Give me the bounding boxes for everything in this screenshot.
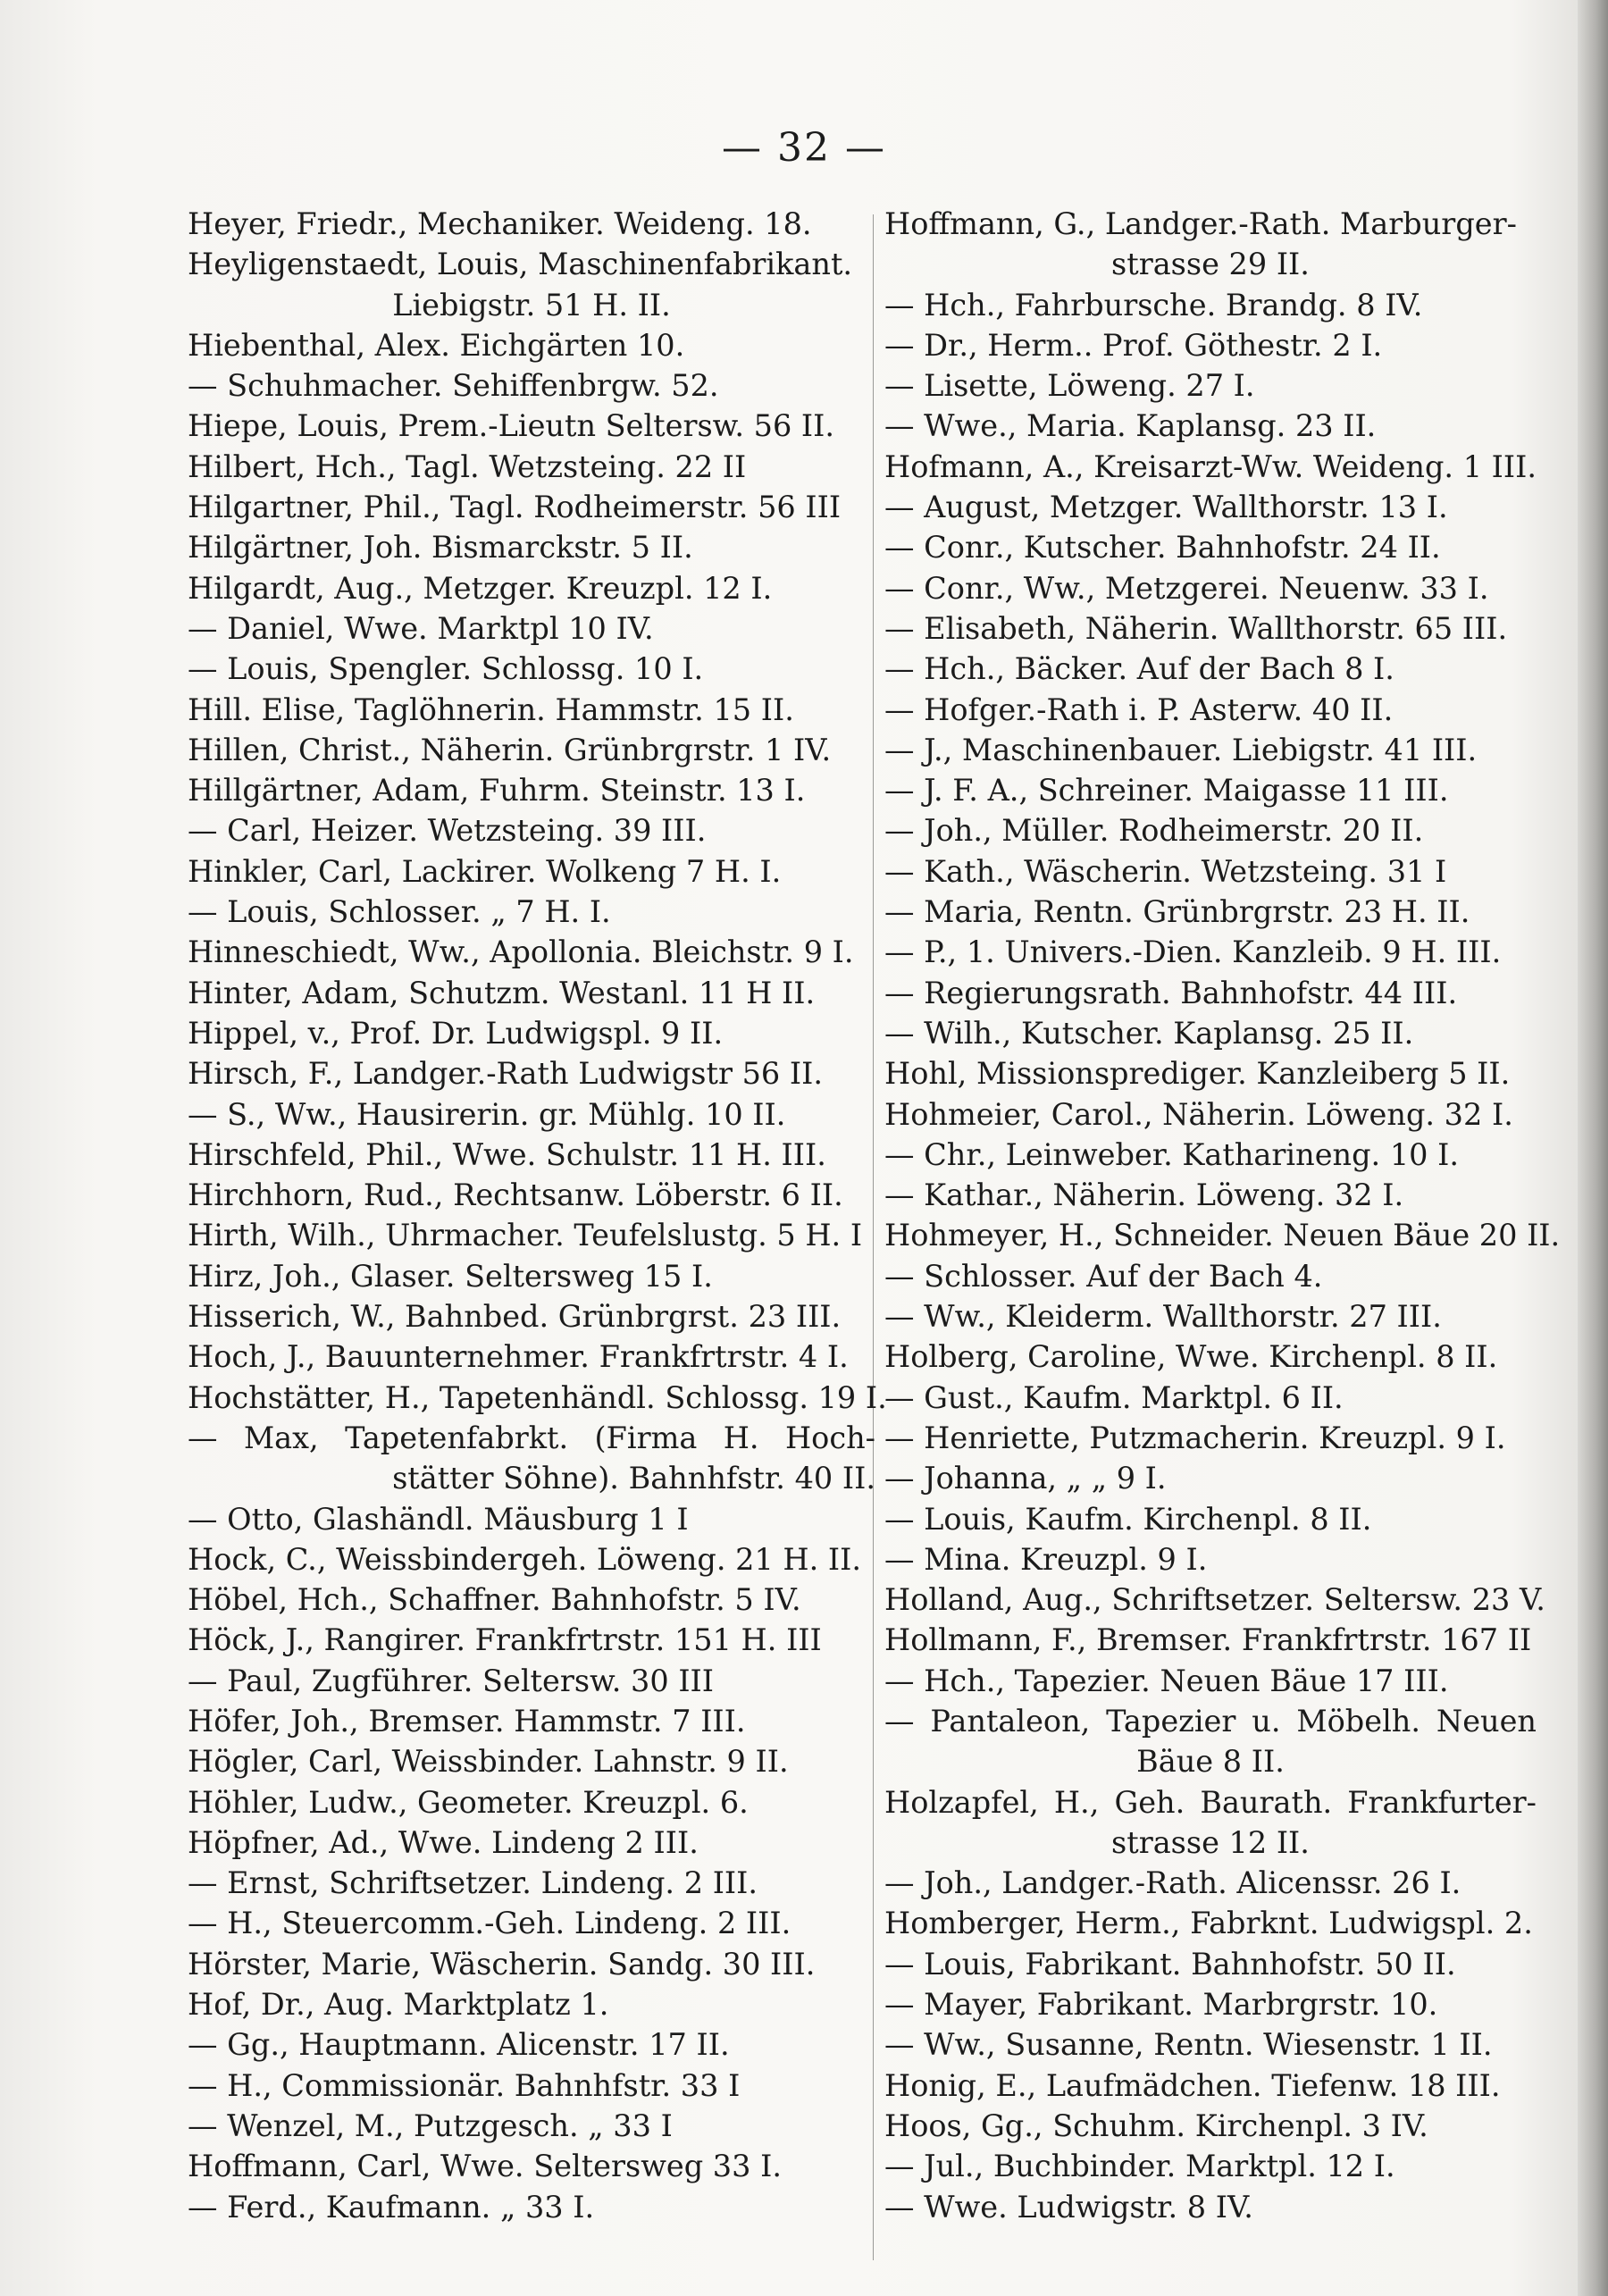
directory-entry: strasse 29 II. (1111, 247, 1310, 282)
directory-entry: — P., 1. Univers.-Dien. Kanzleib. 9 H. III. (884, 934, 1502, 970)
directory-entry: Höhler, Ludw., Geometer. Kreuzpl. 6. (188, 1784, 749, 1820)
directory-entry: — Schlosser. Auf der Bach 4. (884, 1258, 1323, 1294)
directory-entry: — Joh., Müller. Rodheimerstr. 20 II. (884, 813, 1424, 849)
directory-entry: — Maria, Rentn. Grünbrgrstr. 23 H. II. (884, 894, 1470, 930)
directory-entry: — Hch., Tapezier. Neuen Bäue 17 III. (884, 1663, 1449, 1698)
directory-entry: — August, Metzger. Wallthorstr. 13 I. (884, 490, 1448, 525)
directory-entry: Hirschfeld, Phil., Wwe. Schulstr. 11 H. III. (188, 1136, 826, 1172)
directory-entry: Höpfner, Ad., Wwe. Lindeng 2 III. (188, 1824, 699, 1860)
directory-entry: strasse 12 II. (1111, 1824, 1310, 1860)
directory-entry: — Jul., Buchbinder. Marktpl. 12 I. (884, 2149, 1395, 2184)
directory-entry: Heyligenstaedt, Louis, Maschinenfabrikant. (188, 247, 853, 282)
directory-entry: — J. F. A., Schreiner. Maigasse 11 III. (884, 773, 1449, 809)
directory-entry: Holberg, Caroline, Wwe. Kirchenpl. 8 II. (884, 1339, 1498, 1375)
directory-entry: — Kath., Wäscherin. Wetzsteing. 31 I (884, 853, 1447, 889)
directory-entry: — Carl, Heizer. Wetzsteing. 39 III. (188, 813, 707, 849)
directory-entry: stätter Söhne). Bahnhfstr. 40 II. (392, 1461, 875, 1496)
directory-entry: — Chr., Leinweber. Katharineng. 10 I. (884, 1136, 1460, 1172)
directory-entry: Hock, C., Weissbindergeh. Löweng. 21 H. II. (188, 1541, 862, 1577)
directory-entry: Hoch, J., Bauunternehmer. Frankfrtrstr. 4 I. (188, 1339, 849, 1375)
directory-entry: Hof, Dr., Aug. Marktplatz 1. (188, 1987, 609, 2023)
directory-entry: Hoos, Gg., Schuhm. Kirchenpl. 3 IV. (884, 2107, 1428, 2143)
page-number: — 32 — (722, 125, 886, 171)
directory-entry: — Louis, Schlosser. „ 7 H. I. (188, 894, 611, 930)
directory-entry: Höfer, Joh., Bremser. Hammstr. 7 III. (188, 1703, 746, 1739)
directory-entry: — Elisabeth, Näherin. Wallthorstr. 65 III. (884, 610, 1508, 646)
directory-entry: — Hch., Bäcker. Auf der Bach 8 I. (884, 651, 1394, 687)
directory-entry: — Johanna, „ „ 9 I. (884, 1461, 1167, 1496)
directory-entry: — Paul, Zugführer. Seltersw. 30 III (188, 1663, 715, 1698)
directory-entry: — Wwe. Ludwigstr. 8 IV. (884, 2189, 1253, 2225)
directory-entry: — Lisette, Löweng. 27 I. (884, 368, 1255, 404)
directory-entry: — Ww., Kleiderm. Wallthorstr. 27 III. (884, 1299, 1442, 1335)
directory-entry: — Louis, Kaufm. Kirchenpl. 8 II. (884, 1501, 1372, 1537)
directory-entry: Hohmeier, Carol., Näherin. Löweng. 32 I. (884, 1096, 1513, 1132)
directory-entry: — Hch., Fahrbursche. Brandg. 8 IV. (884, 287, 1423, 323)
directory-entry: Hillen, Christ., Näherin. Grünbrgrstr. 1 IV. (188, 732, 832, 767)
directory-entry: Heyer, Friedr., Mechaniker. Weideng. 18. (188, 206, 812, 241)
directory-entry: Hörster, Marie, Wäscherin. Sandg. 30 III. (188, 1946, 816, 1982)
directory-entry: Hirsch, F., Landger.-Rath Ludwigstr 56 II. (188, 1056, 824, 1092)
directory-entry: — Wwe., Maria. Kaplansg. 23 II. (884, 408, 1377, 444)
directory-entry: — S., Ww., Hausirerin. gr. Mühlg. 10 II. (188, 1096, 786, 1132)
directory-entry: — Kathar., Näherin. Löweng. 32 I. (884, 1177, 1404, 1213)
directory-entry: Hohmeyer, H., Schneider. Neuen Bäue 20 II. (884, 1218, 1561, 1253)
directory-entry: Hollmann, F., Bremser. Frankfrtrstr. 167 II (884, 1622, 1532, 1658)
directory-entry: Hiepe, Louis, Prem.-Lieutn Seltersw. 56 II. (188, 408, 835, 444)
directory-entry: Hill. Elise, Taglöhnerin. Hammstr. 15 II. (188, 691, 794, 727)
directory-entry: — Regierungsrath. Bahnhofstr. 44 III. (884, 975, 1458, 1010)
directory-entry: — Mina. Kreuzpl. 9 I. (884, 1541, 1208, 1577)
directory-entry: Högler, Carl, Weissbinder. Lahnstr. 9 II. (188, 1744, 789, 1780)
directory-entry: — Wenzel, M., Putzgesch. „ 33 I (188, 2107, 673, 2143)
directory-entry: — Conr., Kutscher. Bahnhofstr. 24 II. (884, 530, 1441, 566)
directory-entry: — H., Steuercomm.-Geh. Lindeng. 2 III. (188, 1906, 791, 1941)
directory-entry: Hippel, v., Prof. Dr. Ludwigspl. 9 II. (188, 1015, 724, 1051)
directory-entry: — Mayer, Fabrikant. Marbrgrstr. 10. (884, 1987, 1438, 2023)
directory-entry: Hirchhorn, Rud., Rechtsanw. Löberstr. 6 II. (188, 1177, 843, 1213)
directory-entry: Hilgartner, Phil., Tagl. Rodheimerstr. 56 III (188, 490, 842, 525)
directory-entry: Hirz, Joh., Glaser. Seltersweg 15 I. (188, 1258, 713, 1294)
directory-entry: Hohl, Missionsprediger. Kanzleiberg 5 II. (884, 1056, 1511, 1092)
directory-entry: Liebigstr. 51 H. II. (392, 287, 671, 323)
directory-entry: Hinter, Adam, Schutzm. Westanl. 11 H II. (188, 975, 816, 1010)
directory-entry: Hirth, Wilh., Uhrmacher. Teufelslustg. 5 H. I (188, 1218, 863, 1253)
directory-entry: — Ferd., Kaufmann. „ 33 I. (188, 2189, 595, 2225)
directory-entry: — Wilh., Kutscher. Kaplansg. 25 II. (884, 1015, 1414, 1051)
directory-entry: — Hofger.-Rath i. P. Asterw. 40 II. (884, 691, 1394, 727)
directory-entry: — H., Commissionär. Bahnhfstr. 33 I (188, 2067, 741, 2103)
directory-entry: — Henriette, Putzmacherin. Kreuzpl. 9 I. (884, 1420, 1506, 1455)
directory-entry: Hiebenthal, Alex. Eichgärten 10. (188, 327, 685, 363)
directory-entry: — Joh., Landger.-Rath. Alicenssr. 26 I. (884, 1865, 1461, 1901)
directory-entry: Hinneschiedt, Ww., Apollonia. Bleichstr. 9 I. (188, 934, 854, 970)
directory-entry: Hoffmann, G., Landger.-Rath. Marburger- (884, 206, 1517, 241)
directory-entry: — Conr., Ww., Metzgerei. Neuenw. 33 I. (884, 570, 1489, 606)
directory-entry: Höck, J., Rangirer. Frankfrtrstr. 151 H. III (188, 1622, 822, 1658)
directory-entry: Hilbert, Hch., Tagl. Wetzsteing. 22 II (188, 448, 747, 484)
directory-entry: — Max, Tapetenfabrkt. (Firma H. Hoch- (188, 1420, 875, 1455)
directory-entry: Hinkler, Carl, Lackirer. Wolkeng 7 H. I. (188, 853, 782, 889)
binding-edge (1578, 0, 1608, 2296)
directory-entry: Holzapfel, H., Geh. Baurath. Frankfurter- (884, 1784, 1537, 1820)
directory-entry: — J., Maschinenbauer. Liebigstr. 41 III. (884, 732, 1478, 767)
directory-entry: — Pantaleon, Tapezier u. Möbelh. Neuen (884, 1703, 1537, 1739)
directory-entry: Hofmann, A., Kreisarzt-Ww. Weideng. 1 III. (884, 448, 1537, 484)
directory-entry: — Gust., Kaufm. Marktpl. 6 II. (884, 1379, 1344, 1415)
directory-entry: Hillgärtner, Adam, Fuhrm. Steinstr. 13 I. (188, 773, 806, 809)
right-column (884, 204, 1561, 2227)
directory-entry: — Otto, Glashändl. Mäusburg 1 I (188, 1501, 689, 1537)
directory-entry: Hoffmann, Carl, Wwe. Seltersweg 33 I. (188, 2149, 782, 2184)
directory-entry: — Gg., Hauptmann. Alicenstr. 17 II. (188, 2027, 730, 2063)
directory-entry: Bäue 8 II. (1136, 1744, 1285, 1780)
directory-entry: Höbel, Hch., Schaffner. Bahnhofstr. 5 IV. (188, 1582, 801, 1618)
directory-entry: — Daniel, Wwe. Marktpl 10 IV. (188, 610, 654, 646)
directory-entry: Homberger, Herm., Fabrknt. Ludwigspl. 2. (884, 1906, 1533, 1941)
directory-entry: — Schuhmacher. Sehiffenbrgw. 52. (188, 368, 719, 404)
directory-entry: Hisserich, W., Bahnbed. Grünbrgrst. 23 III. (188, 1299, 842, 1335)
directory-entry: Holland, Aug., Schriftsetzer. Seltersw. 23 V. (884, 1582, 1545, 1618)
directory-entry: Hochstätter, H., Tapetenhändl. Schlossg. 19 I. (188, 1379, 887, 1415)
directory-entry: — Dr., Herm.. Prof. Göthestr. 2 I. (884, 327, 1383, 363)
directory-entry: — Louis, Spengler. Schlossg. 10 I. (188, 651, 704, 687)
directory-entry: Hilgardt, Aug., Metzger. Kreuzpl. 12 I. (188, 570, 773, 606)
directory-entry: — Ww., Susanne, Rentn. Wiesenstr. 1 II. (884, 2027, 1493, 2063)
left-column (188, 204, 887, 2227)
directory-entry: Honig, E., Laufmädchen. Tiefenw. 18 III. (884, 2067, 1501, 2103)
directory-entry: — Ernst, Schriftsetzer. Lindeng. 2 III. (188, 1865, 758, 1901)
directory-entry: Hilgärtner, Joh. Bismarckstr. 5 II. (188, 530, 693, 566)
directory-entry: — Louis, Fabrikant. Bahnhofstr. 50 II. (884, 1946, 1456, 1982)
